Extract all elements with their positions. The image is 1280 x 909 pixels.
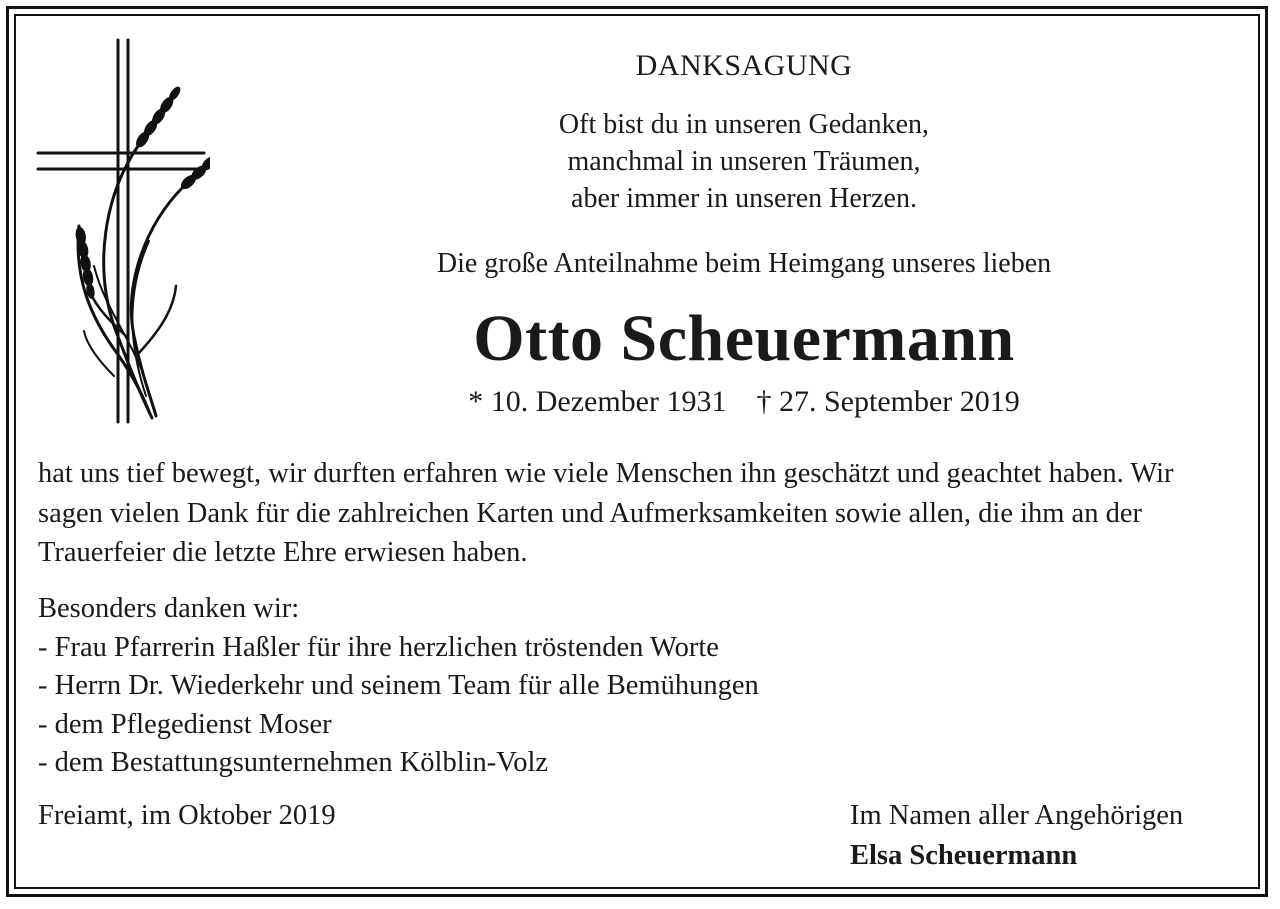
signature-block xyxy=(850,796,1183,876)
life-dates xyxy=(300,382,1188,422)
thanks-item: - Frau Pfarrerin Haßler für ihre herzlichen tröstenden Worte xyxy=(38,631,719,663)
thanks-item: - dem Bestattungsunternehmen Kölblin-Volz xyxy=(38,747,549,778)
body-paragraph: hat uns tief bewegt, wir durften erfahren wie viele Menschen ihn geschätzt und geachtet haben. Wir sagen vielen Dank für die zahlreichen Karten und Aufmerksamkeiten sowie allen, die ihm an der Trauerfeier die letzte Ehre erwiesen haben. xyxy=(38,458,1174,568)
intro-line: Die große Anteilnahme beim Heimgang unseres lieben xyxy=(436,248,1052,279)
thanks-item: - dem Pflegedienst Moser xyxy=(38,708,332,740)
thanks-list xyxy=(38,590,1038,783)
poem xyxy=(444,106,1044,217)
poem-line: manchmal in unseren Träumen, xyxy=(567,146,921,177)
signer-name: Elsa Scheuermann xyxy=(850,840,1078,871)
poem-line: Oft bist du in unseren Gedanken, xyxy=(558,109,930,140)
thanks-intro: Besonders danken wir: xyxy=(38,593,300,624)
death-date: † 27. September 2019 xyxy=(756,385,1020,418)
place-date: Freiamt, im Oktober 2019 xyxy=(38,800,336,831)
cross-with-wheat-icon xyxy=(34,36,210,428)
birth-date: * 10. Dezember 1931 xyxy=(468,385,727,418)
sign-line: Im Namen aller Angehörigen xyxy=(850,800,1184,831)
thanks-item: - Herrn Dr. Wiederkehr und seinem Team für alle Bemühungen xyxy=(38,670,759,701)
deceased-name: Otto Scheuermann xyxy=(473,302,1015,375)
poem-line: aber immer in unseren Herzen. xyxy=(571,183,917,214)
notice-heading: DANKSAGUNG xyxy=(635,49,853,82)
